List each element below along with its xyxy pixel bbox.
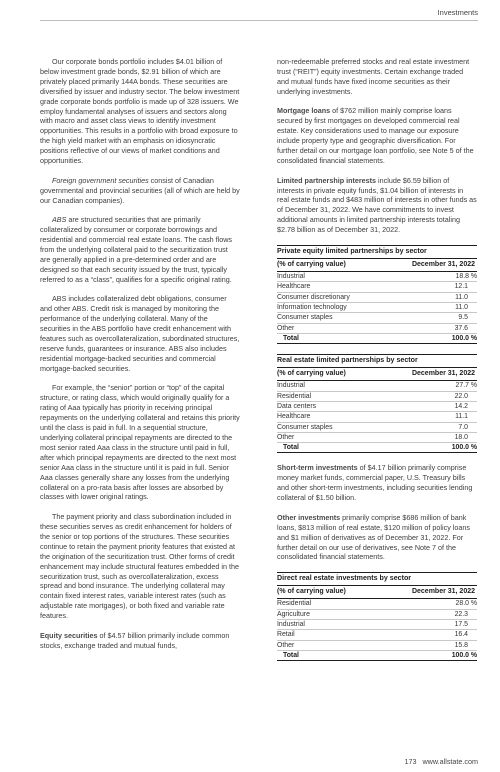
total-value: 100.0 % <box>451 651 477 659</box>
short-term-investments-paragraph <box>277 463 477 503</box>
row-value: 27.7 % <box>455 382 477 390</box>
private-equity-table-header <box>277 259 477 272</box>
total-label: Total <box>283 334 299 342</box>
real-estate-lp-table <box>277 354 477 453</box>
table-row <box>277 599 477 609</box>
table-row <box>277 620 477 630</box>
row-value: 22.0 <box>454 392 468 400</box>
row-value: 17.5 <box>454 620 468 628</box>
row-label: Agriculture <box>277 610 310 618</box>
abs-paragraph <box>40 215 240 284</box>
abs-term: ABS <box>52 215 67 225</box>
page-number: 173 <box>404 757 417 766</box>
other-investments-text: primarily comprise $686 million of bank loans, $813 million of real estate, $120 million of policy loans and $1 million of derivatives as of December 31, 2022. For further detail on our use of derivatives, see Note 7 of the consolidated financial statements. <box>277 512 470 562</box>
website-link[interactable]: www.allstate.com <box>422 757 478 766</box>
private-equity-table <box>277 245 477 344</box>
row-value: 9.5 <box>458 314 468 322</box>
row-value: 18.8 % <box>455 273 477 281</box>
table-row <box>277 293 477 303</box>
foreign-government-paragraph <box>40 176 240 206</box>
mortgage-loans-paragraph <box>277 106 477 165</box>
left-column <box>40 57 240 661</box>
row-label: Data centers <box>277 402 317 410</box>
corporate-bonds-paragraph: Our corporate bonds portfolio includes $4.01 billion of below investment grade bonds, $2.91 billion of which are privately placed primarily 144A bonds. These securities are diversified by issuer and industry sector. The below investment grade corporate bonds portfolio is made up of 328 issuers. We employ fundamental analyses of issuers and sectors along with macro and asset class views to identify investment opportunities. This results in a portfolio with broad exposure to the high yield market with an emphasis on idiosyncratic positions reflective of our views of market conditions and opportunities. <box>40 57 240 166</box>
table-row <box>277 423 477 433</box>
column-header-date: December 31, 2022 <box>411 588 475 596</box>
row-label: Industrial <box>277 273 305 281</box>
row-value: 28.0 % <box>455 600 477 608</box>
other-investments-paragraph <box>277 513 477 563</box>
equity-continued-paragraph: non-redeemable preferred stocks and real estate investment trust (“REIT”) equity investments. Certain exchange traded and mutual funds have fixed income securities as their underlying investments. <box>277 57 470 96</box>
table-row <box>277 381 477 391</box>
real-estate-lp-table-title: Real estate limited partnerships by sector <box>277 354 477 368</box>
short-term-investments-term: Short-term investments <box>277 463 358 473</box>
page-footer <box>404 757 478 766</box>
table-row <box>277 303 477 313</box>
direct-real-estate-table <box>277 572 477 661</box>
table-row <box>277 641 477 651</box>
row-label: Other <box>277 324 295 332</box>
abs-text: are structured securities that are primarily collateralized by consumer or corporate borrowings and residential and commercial real estate loans. The cash flows from the underlying collateral paid to the securitization trust are generally applied in a pre-determined order and are designed so that each security issued by the trust, typically referred to as a “class”, qualifies for a specific original rating. <box>40 215 233 284</box>
table-row <box>277 313 477 323</box>
row-value: 37.6 <box>454 324 468 332</box>
right-column <box>277 57 477 671</box>
table-row <box>277 282 477 292</box>
equity-securities-paragraph <box>40 631 240 651</box>
row-label: Consumer staples <box>277 314 333 322</box>
row-value: 16.4 <box>454 631 468 639</box>
row-label: Information technology <box>277 303 347 311</box>
total-value: 100.0 % <box>451 334 477 342</box>
private-equity-table-title: Private equity limited partnerships by sector <box>277 245 477 259</box>
row-label: Consumer staples <box>277 423 333 431</box>
table-row <box>277 412 477 422</box>
foreign-government-term: Foreign government securities <box>52 175 149 185</box>
row-label: Consumer discretionary <box>277 293 350 301</box>
row-label: Industrial <box>277 382 305 390</box>
row-label: Other <box>277 433 295 441</box>
row-value: 14.2 <box>454 402 468 410</box>
payment-priority-paragraph: The payment priority and class subordination included in these securities serves as credit enhancement for holders of the senior or top portions of the structures. These securities continue to retain the payment priority features that existed at the origination of the securitization trust. Other forms of credit enhancement may include structural features embedded in the securitization trust, such as overcollateralization, excess spread and bond insurance. The underlying collateral may contain fixed interest rates, variable interest rates (such as adjustable rate mortgages), or both fixed and variable rate features. <box>40 512 239 621</box>
row-label: Other <box>277 641 295 649</box>
column-header-date: December 31, 2022 <box>411 370 475 378</box>
section-header: Investments <box>437 8 478 17</box>
column-header-unit: (% of carrying value) <box>277 370 346 378</box>
mortgage-loans-term: Mortgage loans <box>277 106 331 116</box>
direct-real-estate-table-title: Direct real estate investments by sector <box>277 572 477 586</box>
total-label: Total <box>283 651 299 659</box>
table-row <box>277 610 477 620</box>
row-value: 11.0 <box>455 303 468 311</box>
row-label: Residential <box>277 392 312 400</box>
column-header-date: December 31, 2022 <box>411 260 475 268</box>
table-row <box>277 324 477 334</box>
table-total-row <box>277 651 477 661</box>
row-value: 7.0 <box>458 423 468 431</box>
limited-partnership-term: Limited partnership interests <box>277 175 377 185</box>
row-label: Residential <box>277 600 312 608</box>
row-value: 15.8 <box>454 641 468 649</box>
total-label: Total <box>283 444 299 452</box>
direct-real-estate-table-header <box>277 586 477 599</box>
column-header-unit: (% of carrying value) <box>277 588 346 596</box>
table-row <box>277 402 477 412</box>
other-investments-term: Other investments <box>277 512 341 522</box>
row-label: Healthcare <box>277 413 311 421</box>
equity-securities-term: Equity securities <box>40 630 98 640</box>
foreign-government-text: consist of Canadian governmental and provincial securities (all of which are held by our Canadian companies). <box>40 175 240 205</box>
row-value: 22.3 <box>454 610 468 618</box>
row-value: 11.1 <box>455 413 468 421</box>
senior-example-paragraph: For example, the “senior” portion or “top” of the capital structure, or rating class, which would originally qualify for a rating of Aaa typically has priority in receiving principal repayments on the underlying collateral and retains this priority until the class is paid in full. In a sequential structure, underlying collateral principal repayments are directed to the most senior rated Aaa class in the structure until paid in full, after which principal repayments are directed to the next most senior Aaa class in the structure until it is paid in full. Senior Aaa classes generally share any losses from the underlying collateral on a pro-rata basis after losses are absorbed by classes with lower original ratings. <box>40 383 240 502</box>
row-label: Industrial <box>277 620 305 628</box>
table-total-row <box>277 443 477 453</box>
abs-includes-paragraph: ABS includes collateralized debt obligations, consumer and other ABS. Credit risk is managed by monitoring the performance of the underlying collateral. Many of the securities in the ABS portfolio have credit enhancement with features such as overcollateralization, subordinated structures, reserve funds, guarantees or insurance. ABS also includes residential mortgage-backed securities and commercial mortgage-backed securities. <box>40 294 240 373</box>
limited-partnership-text: include $6.59 billion of interests in private equity funds, $1.04 billion of interests in real estate funds and $483 million of interests in other funds as of December 31, 2022. We have commitments to invest additional amounts in limited partnership interests totaling $2.78 billion as of December 31, 2022. <box>277 175 477 235</box>
equity-securities-text: of $4.57 billion primarily include common stocks, exchange traded and mutual funds, <box>40 630 230 650</box>
header-rule <box>40 20 478 21</box>
limited-partnership-paragraph <box>277 176 477 235</box>
table-row <box>277 630 477 640</box>
table-row <box>277 272 477 282</box>
table-row <box>277 433 477 443</box>
column-header-unit: (% of carrying value) <box>277 260 346 268</box>
table-row <box>277 392 477 402</box>
mortgage-loans-text: of $762 million mainly comprise loans secured by first mortgages on developed commercial real estate. Key considerations used to manage our exposure include property type and geographic diversification. For further detail on our mortgage loan portfolio, see Note 5 of the consolidated financial statements. <box>277 106 474 165</box>
row-value: 11.0 <box>455 293 468 301</box>
row-value: 18.0 <box>454 433 468 441</box>
short-term-investments-text: of $4.17 billion primarily comprise money market funds, commercial paper, U.S. Treasury bills and other short-term investments, including securities lending collateral of $1.50 billion. <box>277 463 473 503</box>
total-value: 100.0 % <box>451 444 477 452</box>
real-estate-lp-table-header <box>277 368 477 381</box>
row-value: 12.1 <box>454 283 468 291</box>
row-label: Retail <box>277 631 295 639</box>
table-total-row <box>277 334 477 344</box>
row-label: Healthcare <box>277 283 311 291</box>
